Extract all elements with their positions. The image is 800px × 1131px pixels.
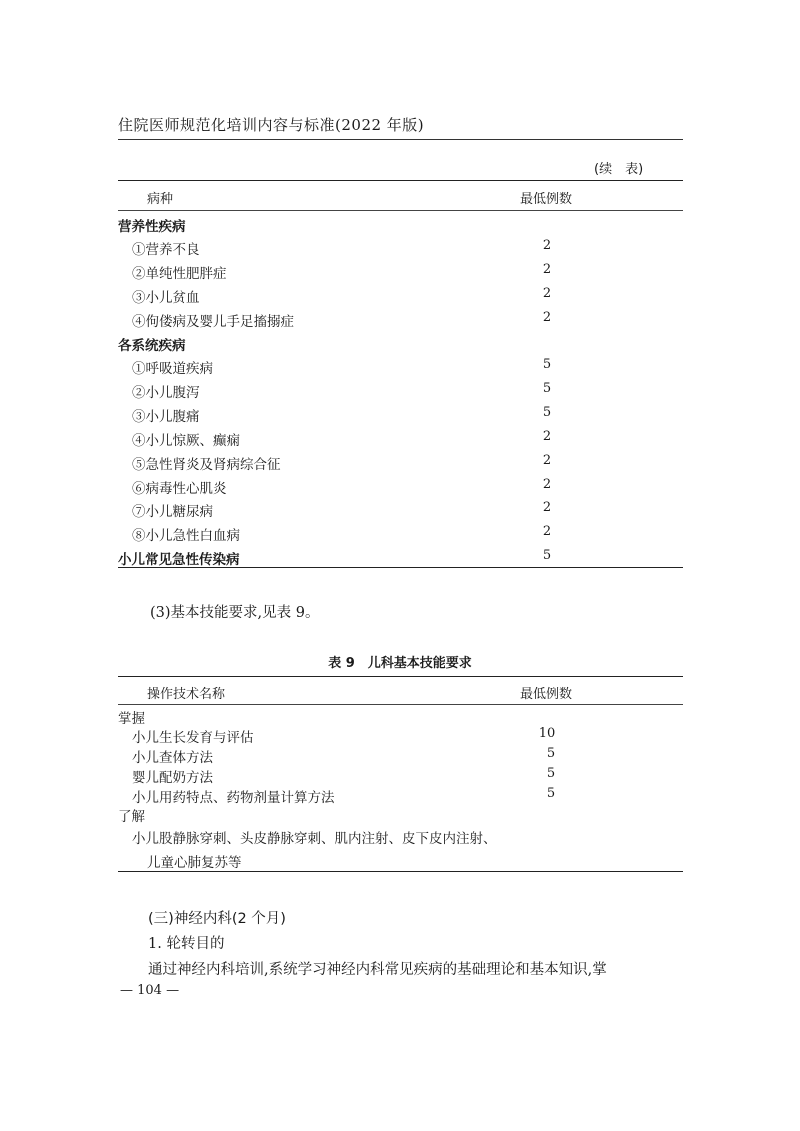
- table-row-name: ⑧小儿急性白血病: [132, 528, 240, 544]
- table9-header-rule: [118, 704, 683, 705]
- table-row-count: 2: [542, 238, 552, 253]
- header-rule: [118, 139, 683, 140]
- section-title-nutrition: 营养性疾病: [118, 219, 186, 235]
- table-row-name: 婴儿配奶方法: [132, 770, 213, 786]
- section-title-master: 掌握: [118, 711, 145, 727]
- table-row-name: ④小儿惊厥、癫痫: [132, 433, 240, 449]
- table-row-name: ②单纯性肥胖症: [132, 266, 227, 282]
- table-row-name: ②小儿腹泻: [132, 385, 200, 401]
- table-row-name: 小儿用药特点、药物剂量计算方法: [132, 790, 335, 806]
- table-row-name: ⑥病毒性心肌炎: [132, 481, 227, 497]
- subheading-rotation-purpose: 1. 轮转目的: [148, 936, 225, 952]
- table-row-name: 小儿查体方法: [132, 750, 213, 766]
- table-row-name: ④佝偻病及婴儿手足搐搦症: [132, 314, 294, 330]
- table-row-count: 5: [546, 786, 556, 801]
- table-row-name: ③小儿腹痛: [132, 409, 200, 425]
- table-row-count: 2: [542, 453, 552, 468]
- paragraph-neurology-body: 通过神经内科培训,系统学习神经内科常见疾病的基础理论和基本知识,掌: [148, 962, 607, 978]
- table-top-rule: [118, 180, 683, 181]
- table-row-name: 小儿股静脉穿刺、头皮静脉穿刺、肌内注射、皮下皮内注射、: [132, 831, 497, 847]
- table9-col-min-header: 最低例数: [520, 687, 573, 702]
- table-row-count: 2: [542, 262, 552, 277]
- page-number: — 104 —: [120, 983, 180, 998]
- table-row-count: 5: [546, 746, 556, 761]
- table-row-count: 5: [542, 548, 552, 563]
- table-row-count: 5: [542, 381, 552, 396]
- table-row-count: 5: [542, 405, 552, 420]
- table-row-count: 10: [538, 726, 556, 741]
- table-row-name: ⑤急性肾炎及肾病综合征: [132, 457, 281, 473]
- table-row-name: ①呼吸道疾病: [132, 361, 213, 377]
- section-title-infectious: 小儿常见急性传染病: [118, 552, 240, 568]
- table9-bottom-rule: [118, 871, 683, 872]
- table9-col-name-header: 操作技术名称: [147, 687, 226, 702]
- table-bottom-rule: [118, 567, 683, 568]
- table-row-count: 2: [542, 524, 552, 539]
- table-continued-label: (续 表): [594, 162, 644, 177]
- section-title-know: 了解: [118, 809, 145, 825]
- table-row-count: 5: [546, 766, 556, 781]
- table-row-name: ⑦小儿糖尿病: [132, 504, 213, 520]
- section-title-systems: 各系统疾病: [118, 338, 186, 354]
- table-row-count: 2: [542, 500, 552, 515]
- table-row-count: 2: [542, 310, 552, 325]
- table-row-name: ③小儿贫血: [132, 290, 200, 306]
- running-header: 住院医师规范化培训内容与标准(2022 年版): [118, 116, 425, 134]
- section-heading-neurology: (三)神经内科(2 个月): [148, 911, 286, 927]
- table-row-count: 2: [542, 286, 552, 301]
- table-col-name-header: 病种: [147, 192, 174, 207]
- table-row-count: 5: [542, 357, 552, 372]
- table-row-count: 2: [542, 429, 552, 444]
- table9-top-rule: [118, 676, 683, 677]
- table-col-min-header: 最低例数: [520, 192, 573, 207]
- table9-title: 表 9 儿科基本技能要求: [328, 656, 472, 671]
- table-row-count: 2: [542, 477, 552, 492]
- paragraph-skills-ref: (3)基本技能要求,见表 9。: [150, 605, 320, 621]
- table-row-name-cont: 儿童心肺复苏等: [147, 855, 242, 871]
- table-row-name: 小儿生长发育与评估: [132, 730, 254, 746]
- table-header-rule: [118, 210, 683, 211]
- table-row-name: ①营养不良: [132, 242, 200, 258]
